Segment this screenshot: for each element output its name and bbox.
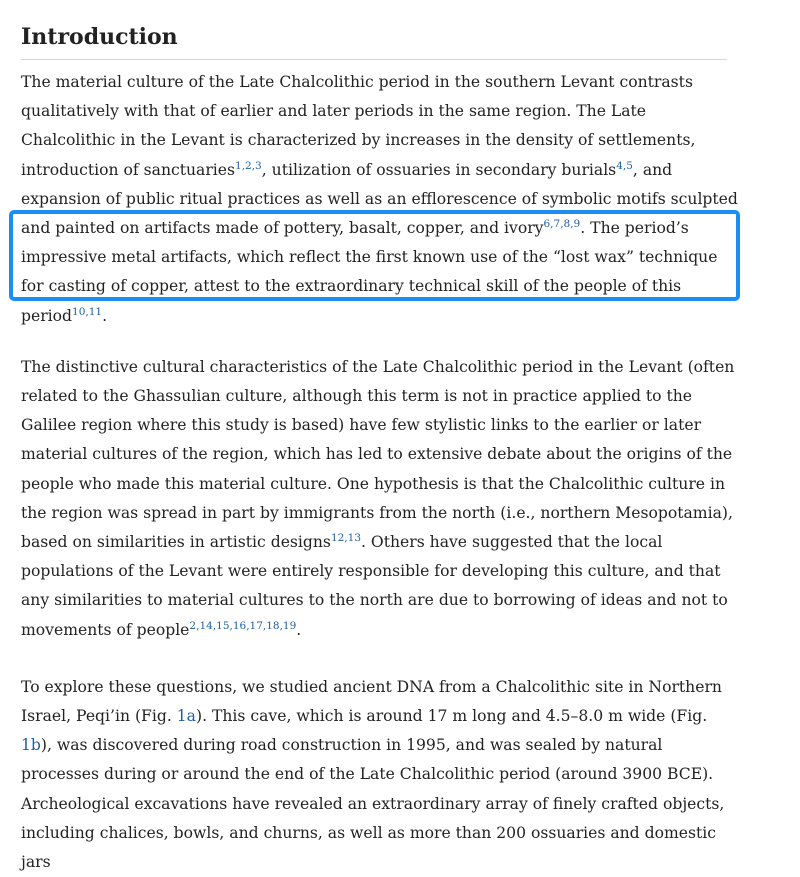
p1-text-4: . The period’s impressive metal artifacts, which reflect the first known use of the “lost wax” technique for casting of copper, attest to the extraordinary technical skill of the people of this period — [21, 219, 718, 325]
paragraph-3 — [21, 673, 739, 877]
p1-text-5: . — [102, 306, 108, 325]
figure-link-1b[interactable]: 1b — [21, 736, 41, 755]
citation-ref-4-5[interactable]: 4,5 — [616, 159, 633, 172]
paragraph-1 — [21, 68, 739, 331]
p2-text-3: . — [296, 620, 302, 639]
title-divider — [21, 59, 727, 60]
paragraph-2 — [21, 353, 739, 645]
figure-link-1a[interactable]: 1a — [176, 707, 196, 726]
p1-text-3: , and expansion of public ritual practices as well as an efflorescence of symbolic motifs sculpted and painted on artifacts made of pottery, basalt, copper, and ivory — [21, 160, 738, 238]
p1-text-1: The material culture of the Late Chalcolithic period in the southern Levant contrasts qualitatively with that of earlier and later periods in the same region. The Late Chalcolithic in the Levant is characterized by increases in the density of settlements, introduction of sanctuaries — [21, 73, 696, 179]
citation-ref-10-11[interactable]: 10,11 — [72, 305, 103, 318]
article-body — [21, 0, 737, 877]
citation-ref-2-19[interactable]: 2,14,15,16,17,18,19 — [189, 619, 297, 632]
p2-text-1: The distinctive cultural characteristics of the Late Chalcolithic period in the Levant (often related to the Ghassulian culture, although this term is not in practice applied to the Galilee region where this study is based) have few stylistic links to the earlier or later material cultures of the region, which has led to extensive debate about the origins of the people who made this material culture. One hypothesis is that the Chalcolithic culture in the region was spread in part by immigrants from the north (i.e., northern Mesopotamia), based on similarities in artistic designs — [21, 357, 735, 552]
citation-ref-12-13[interactable]: 12,13 — [330, 532, 361, 545]
p3-text-3: ), was discovered during road construction in 1995, and was sealed by natural processes during or around the end of the Late Chalcolithic period (around 3900 BCE). Archeological excavations have revealed an extraordinary array of finely crafted objects, including chalices, bowls, and churns, as well as more than 200 ossuaries and domestic jars — [21, 736, 725, 872]
p2-text-2: . Others have suggested that the local populations of the Levant were entirely responsible for developing this culture, and that any similarities to material cultures to the north are due to borrowing of ideas and not to movements of people — [21, 533, 728, 639]
citation-ref-6-9[interactable]: 6,7,8,9 — [543, 218, 581, 231]
section-title: Introduction — [21, 24, 178, 50]
p3-text-2: ). This cave, which is around 17 m long and 4.5–8.0 m wide (Fig. — [195, 707, 708, 726]
p3-text-1: To explore these questions, we studied ancient DNA from a Chalcolithic site in Northern Israel, Peqi’in (Fig. — [21, 677, 722, 726]
p1-text-2: , utilization of ossuaries in secondary burials — [261, 160, 617, 179]
citation-ref-1-3[interactable]: 1,2,3 — [235, 159, 262, 172]
